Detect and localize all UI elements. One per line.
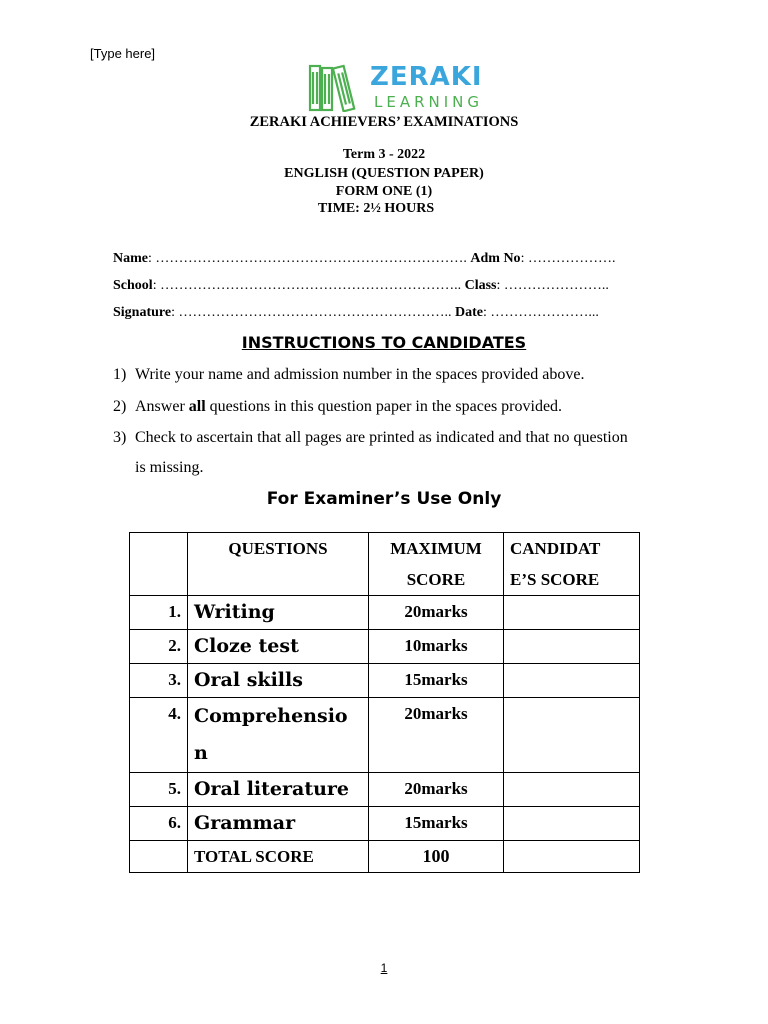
row-number: 1. (130, 596, 188, 630)
school-label: School (113, 278, 153, 293)
row-question: Cloze test (188, 630, 369, 664)
row-candidate-score[interactable] (504, 664, 640, 698)
header-placeholder: [Type here] (90, 46, 156, 61)
table-row (130, 807, 640, 841)
school-line (113, 278, 609, 294)
score-table (129, 532, 640, 873)
header-cand-line1: CANDIDAT (510, 539, 601, 558)
instruction-text: Check to ascertain that all pages are printed as indicated and that no question (135, 429, 628, 446)
signature-line (113, 305, 599, 321)
instruction-text: Write your name and admission number in the spaces provided above. (135, 366, 585, 383)
instruction-item (113, 398, 693, 416)
row-candidate-score[interactable] (504, 630, 640, 664)
logo-wordmark: ZERAKI (370, 62, 483, 92)
row-number: 2. (130, 630, 188, 664)
header-cand-line2: E’S SCORE (510, 570, 600, 589)
table-row (130, 773, 640, 807)
instruction-item (113, 366, 693, 384)
header-max-line2: SCORE (406, 570, 466, 589)
total-candidate-score[interactable] (504, 841, 640, 873)
header-questions: QUESTIONS (188, 533, 369, 596)
zeraki-logo (308, 62, 498, 112)
name-label: Name (113, 251, 148, 266)
logo-subtitle: LEARNING (374, 93, 484, 111)
row-candidate-score[interactable] (504, 807, 640, 841)
row-max-score: 20marks (369, 773, 504, 807)
instruction-emphasis: all (188, 398, 206, 415)
class-label: Class (464, 278, 497, 293)
instructions-title: INSTRUCTIONS TO CANDIDATES (241, 333, 527, 352)
adm-field[interactable]: : ………………. (520, 251, 616, 266)
exam-term: Term 3 - 2022 (342, 147, 426, 162)
total-label: TOTAL SCORE (188, 841, 369, 873)
row-number: 5. (130, 773, 188, 807)
row-number: 6. (130, 807, 188, 841)
header-candidate-score (504, 533, 640, 596)
exam-time (0, 201, 768, 217)
instruction-number: 3) (113, 429, 127, 446)
page-number: 1 (380, 961, 388, 975)
signature-label: Signature (113, 305, 172, 320)
row-question (188, 698, 369, 773)
row-question: Writing (188, 596, 369, 630)
header-blank (130, 533, 188, 596)
school-field[interactable]: : ……………………………………………………….. (152, 278, 462, 293)
total-blank (130, 841, 188, 873)
row-question-line2: n (194, 742, 208, 764)
row-question: Oral literature (188, 773, 369, 807)
row-max-score: 20marks (369, 698, 504, 773)
name-field[interactable]: : …………………………………………………………. (148, 251, 467, 266)
table-row (130, 630, 640, 664)
adm-label: Adm No (470, 251, 521, 266)
table-row (130, 596, 640, 630)
header-maximum-score (369, 533, 504, 596)
total-value: 100 (369, 841, 504, 873)
exam-subject: ENGLISH (QUESTION PAPER) (284, 166, 484, 181)
instruction-text: questions in this question paper in the spaces provided. (205, 398, 563, 415)
instruction-text: Answer (135, 398, 189, 415)
table-header-row (130, 533, 640, 596)
exam-title: ZERAKI ACHIEVERS’ EXAMINATIONS (249, 114, 519, 130)
examiner-title: For Examiner’s Use Only (266, 489, 502, 509)
name-line (113, 251, 615, 267)
row-question: Oral skills (188, 664, 369, 698)
signature-field[interactable]: : ………………………………………………….. (171, 305, 452, 320)
row-max-score: 10marks (369, 630, 504, 664)
row-question-line1: Comprehensio (194, 705, 348, 727)
row-max-score: 20marks (369, 596, 504, 630)
header-max-line1: MAXIMUM (390, 539, 482, 558)
row-candidate-score[interactable] (504, 596, 640, 630)
row-max-score: 15marks (369, 664, 504, 698)
row-number: 4. (130, 698, 188, 773)
row-max-score: 15marks (369, 807, 504, 841)
instruction-item (113, 429, 713, 447)
table-row (130, 664, 640, 698)
date-field[interactable]: : …………………... (482, 305, 599, 320)
date-label: Date (454, 305, 483, 320)
instruction-continuation: is missing. (135, 459, 204, 476)
table-total-row (130, 841, 640, 873)
instruction-number: 2) (113, 398, 127, 415)
row-candidate-score[interactable] (504, 698, 640, 773)
exam-time-text: TIME: 2½ HOURS (317, 201, 435, 216)
books-icon (308, 62, 364, 112)
row-number: 3. (130, 664, 188, 698)
table-row (130, 698, 640, 773)
instruction-number: 1) (113, 366, 127, 383)
class-field[interactable]: : ………………….. (496, 278, 609, 293)
row-question: Grammar (188, 807, 369, 841)
exam-form: FORM ONE (1) (335, 184, 433, 199)
row-candidate-score[interactable] (504, 773, 640, 807)
